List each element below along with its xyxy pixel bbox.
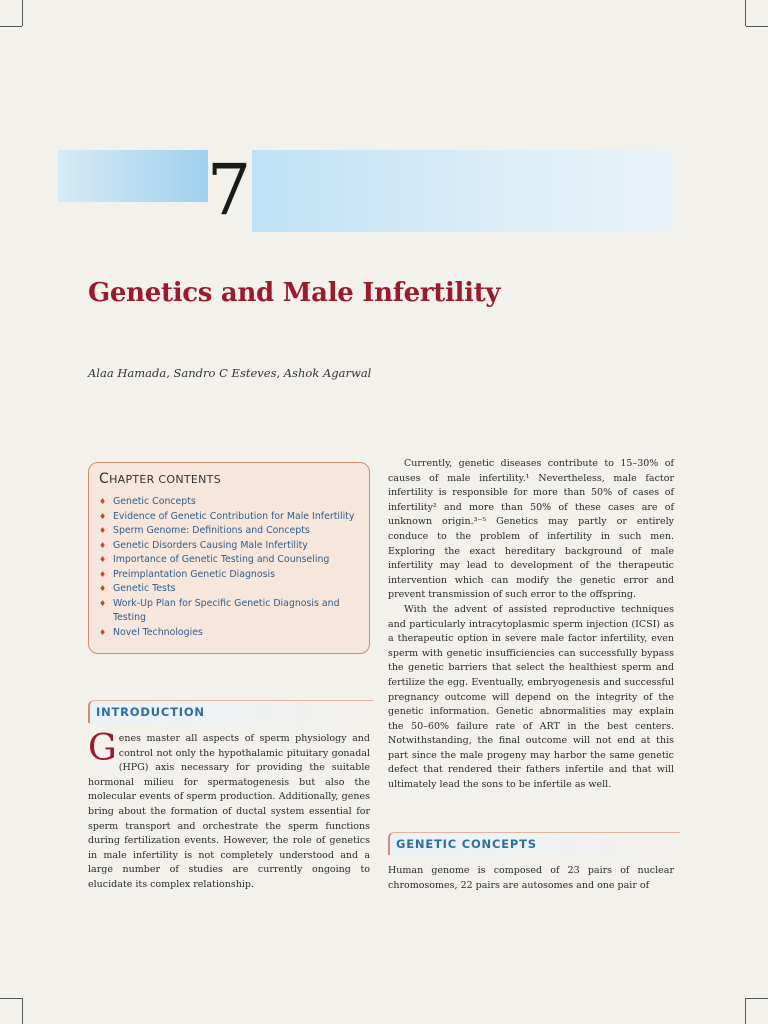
- crop-mark: [0, 998, 22, 999]
- chapter-authors: Alaa Hamada, Sandro C Esteves, Ashok Agarwal: [88, 366, 372, 380]
- introduction-text: Genes master all aspects of sperm physiology and control not only the hypothalamic pituitary gonadal (HPG) axis necessary for providing the suitable hormonal milieu for spermatogenesis but also the molecular events of sperm production. Additionally, genes bring about the formation of ductal system essential for sperm transport and orchestrate the sperm functions during fertilization events. However, the role of genetics in male infertility is not completely understood and a large number of studies are currently ongoing to elucidate its complex relationship.: [88, 728, 370, 890]
- diamond-bullet-icon: ♦: [99, 584, 107, 593]
- drop-cap: G: [88, 728, 117, 769]
- chapter-contents-heading: CHAPTER CONTENTS: [99, 471, 221, 487]
- crop-mark: [22, 0, 23, 26]
- diamond-bullet-icon: ♦: [99, 526, 107, 535]
- contents-item[interactable]: ♦ Genetic Concepts: [97, 495, 361, 510]
- crop-mark: [745, 0, 746, 26]
- chapter-band-right: [252, 150, 674, 232]
- right-column-text: [388, 457, 674, 793]
- crop-mark: [0, 26, 22, 27]
- genetic-concepts-text: [388, 864, 674, 893]
- section-heading-introduction: INTRODUCTION: [88, 700, 374, 723]
- chapter-band-left: [58, 150, 208, 202]
- diamond-bullet-icon: ♦: [99, 497, 107, 506]
- paragraph: Currently, genetic diseases contribute to 15–30% of causes of male infertility.¹ Nevertheless, male factor infertility is responsible for more than 50% of cases of infertility² and more than 50% of these cases are of unknown origin.³⁻⁵ Genetics may partly or entirely conduce to the problem of infertility in such men. Exploring the exact hereditary background of male infertility may lead to development of the therapeutic intervention which can modify the genetic error and prevent transmission of such error to the offspring.: [388, 458, 674, 601]
- contents-item[interactable]: ♦ Sperm Genome: Definitions and Concepts: [97, 524, 361, 539]
- crop-mark: [746, 998, 768, 999]
- contents-item[interactable]: ♦ Preimplantation Genetic Diagnosis: [97, 568, 361, 583]
- paragraph: With the advent of assisted reproductive techniques and particularly intracytoplasmic sperm injection (ICSI) as a therapeutic option in severe male factor infertility, even sperm with genetic insufficiencies can successfully bypass the genetic barriers that select the healthiest sperm and fertilize the egg. Eventually, embryogenesis and successful pregnancy outcome will depend on the integrity of the genetic information. Genetic abnormalities may explain the 50–60% failure rate of ART in the best centers. Notwithstanding, the final outcome will not end at this part since the male progeny may harbor the same genetic defect that rendered their fathers infertile and that will ultimately lead the sons to be infertile as well.: [388, 603, 674, 791]
- chapter-title: Genetics and Male Infertility: [88, 278, 501, 308]
- chapter-number: 7: [206, 149, 252, 231]
- contents-item[interactable]: ♦ Importance of Genetic Testing and Counseling: [97, 553, 361, 568]
- crop-mark: [745, 998, 746, 1024]
- diamond-bullet-icon: ♦: [99, 511, 107, 521]
- section-heading-genetic-concepts: GENETIC CONCEPTS: [388, 832, 680, 855]
- crop-mark: [746, 26, 768, 27]
- diamond-bullet-icon: ♦: [99, 569, 107, 579]
- chapter-contents-list: [97, 495, 361, 640]
- contents-item[interactable]: ♦ Work-Up Plan for Specific Genetic Diagnosis and Testing: [97, 597, 361, 626]
- diamond-bullet-icon: ♦: [99, 598, 107, 608]
- contents-item[interactable]: ♦ Evidence of Genetic Contribution for Male Infertility: [97, 510, 361, 525]
- chapter-contents-box: [88, 462, 370, 654]
- contents-item[interactable]: ♦ Genetic Disorders Causing Male Infertility: [97, 539, 361, 554]
- contents-item[interactable]: ♦ Novel Technologies: [97, 626, 361, 641]
- crop-mark: [22, 998, 23, 1024]
- diamond-bullet-icon: ♦: [99, 627, 107, 637]
- diamond-bullet-icon: ♦: [99, 555, 107, 564]
- diamond-bullet-icon: ♦: [99, 540, 107, 550]
- paragraph: Human genome is composed of 23 pairs of nuclear chromosomes, 22 pairs are autosomes and one pair of: [388, 865, 674, 891]
- contents-item[interactable]: ♦ Genetic Tests: [97, 582, 361, 597]
